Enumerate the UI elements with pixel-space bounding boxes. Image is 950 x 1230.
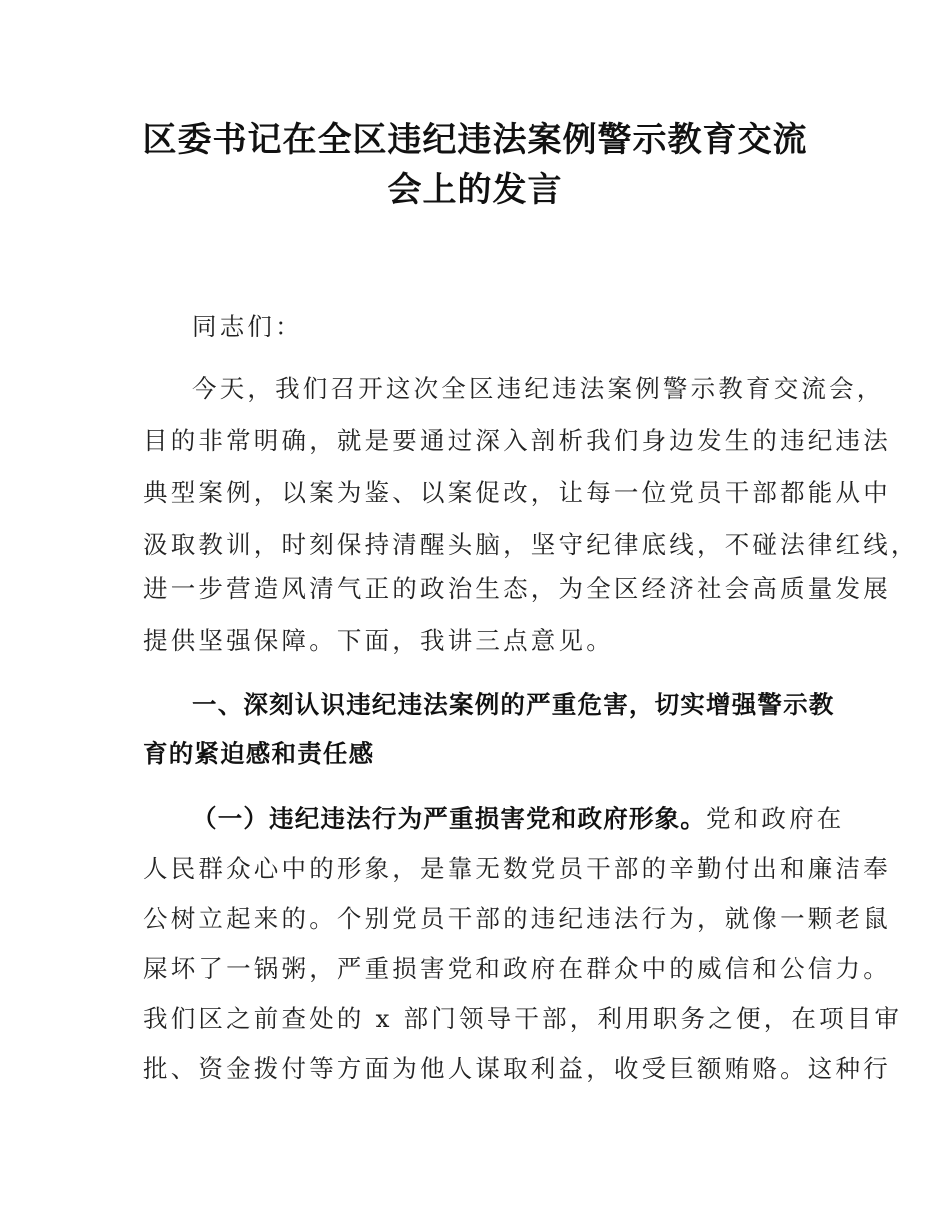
intro-line-5: 进一步营造风清气正的政治生态，为全区经济社会高质量发展	[143, 574, 891, 603]
intro-line-4: 汲取教训，时刻保持清醒头脑，坚守纪律底线，不碰法律红线，	[143, 530, 919, 559]
intro-line-3: 典型案例，以案为鉴、以案促改，让每一位党员干部都能从中	[143, 478, 891, 507]
subsection-first-line-rest: 党和政府在	[706, 804, 845, 833]
subsection-line-5: 我们区之前查处的 x 部门领导干部，利用职务之便，在项目审	[143, 1004, 903, 1033]
subsection-line-6: 批、资金拨付等方面为他人谋取利益，收受巨额贿赂。这种行	[143, 1054, 891, 1083]
document-title-line-1: 区委书记在全区违纪违法案例警示教育交流	[142, 120, 808, 160]
section-heading-line-2: 育的紧迫感和责任感	[143, 739, 375, 768]
intro-line-6: 提供坚强保障。下面，我讲三点意见。	[143, 626, 614, 655]
subsection-first-line	[192, 802, 845, 836]
subsection-heading: （一）违纪违法行为严重损害党和政府形象。	[192, 804, 706, 833]
subsection-line-4: 屎坏了一锅粥，严重损害党和政府在群众中的威信和公信力。	[143, 954, 891, 983]
subsection-line-3: 公树立起来的。个别党员干部的违纪违法行为，就像一颗老鼠	[143, 904, 891, 933]
intro-line-1: 今天，我们召开这次全区违纪违法案例警示教育交流会，	[192, 374, 885, 403]
subsection-line-2: 人民群众心中的形象，是靠无数党员干部的辛勤付出和廉洁奉	[143, 854, 891, 883]
section-heading-line-1: 一、深刻认识违纪违法案例的严重危害，切实增强警示教	[192, 690, 835, 719]
salutation: 同志们：	[192, 312, 303, 341]
intro-line-2: 目的非常明确，就是要通过深入剖析我们身边发生的违纪违法	[143, 426, 891, 455]
document-title-line-2: 会上的发言	[387, 170, 563, 210]
